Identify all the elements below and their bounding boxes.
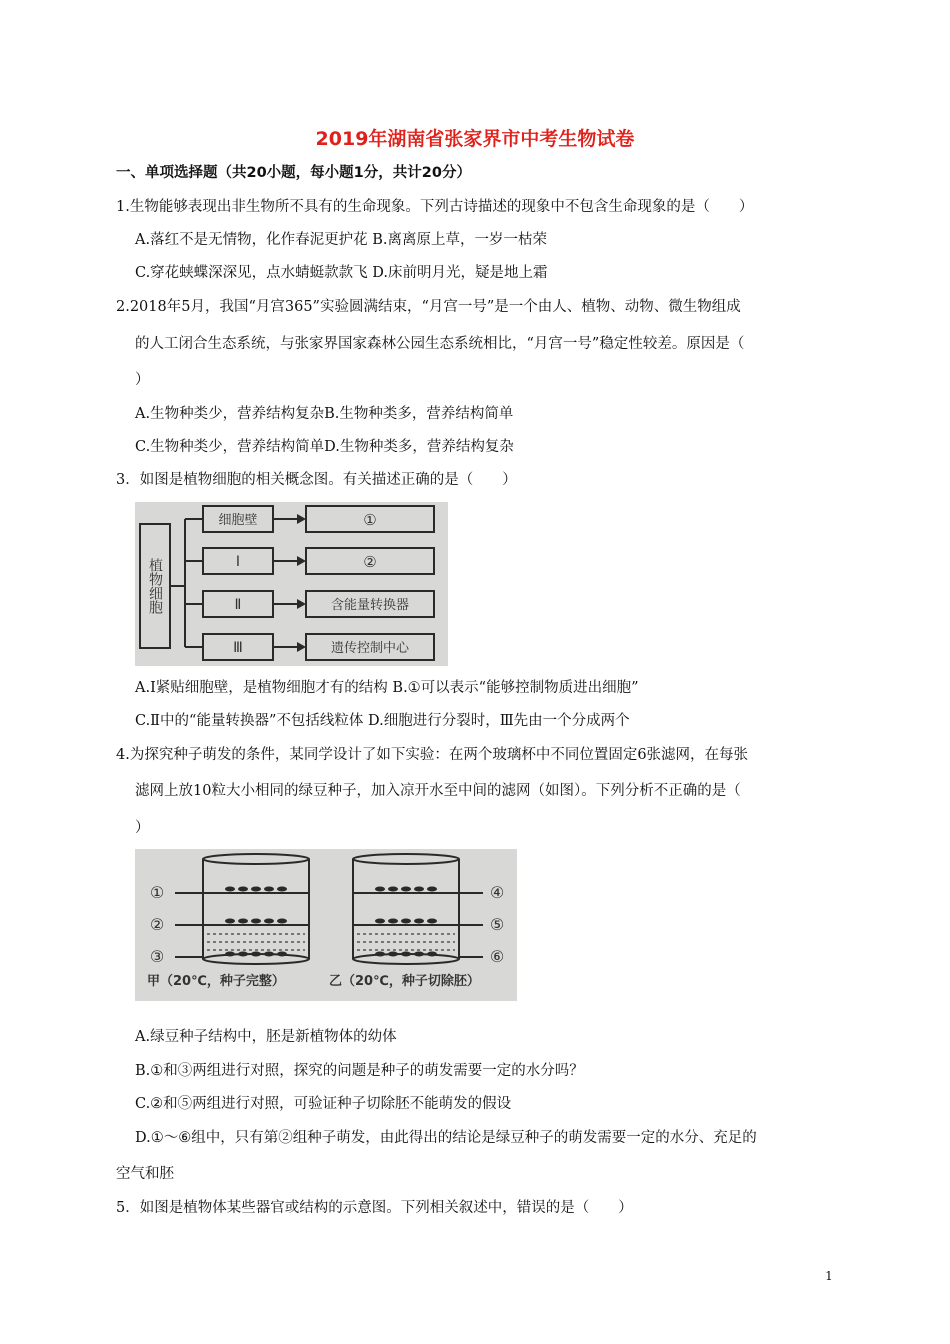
question-4-option-c: C.②和⑤两组进行对照，可验证种子切除胚不能萌发的假设 [135,1096,512,1112]
seed-germination-figure [135,849,517,1001]
exam-title: 2019年湖南省张家界市中考生物试卷 [315,128,635,150]
question-4-stem-line3: ） [135,820,150,836]
question-4-option-d-line2: 空气和胚 [116,1166,174,1182]
marker-1: ① [149,883,165,902]
question-3-options-cd: C.Ⅱ中的“能量转换器”不包括线粒体 D.细胞进行分裂时，Ⅲ先由一个分成两个 [135,713,630,729]
question-5-stem: 5．如图是植物体某些器官或结构的示意图。下列相关叙述中，错误的是（ ） [116,1200,633,1216]
question-2-stem-line2: 的人工闭合生态系统，与张家界国家森林公园生态系统相比，“月宫一号”稳定性较差。原因是（ [135,336,745,352]
question-4-stem-line1: 4.为探究种子萌发的条件，某同学设计了如下实验：在两个玻璃杯中不同位置固定6张滤网，在每张 [116,747,749,763]
section-heading: 一、单项选择题（共20小题，每小题1分，共计20分） [116,165,471,181]
question-2-options-ab: A.生物种类少，营养结构复杂B.生物种类多，营养结构简单 [135,406,514,422]
question-3-stem: 3．如图是植物细胞的相关概念图。有关描述正确的是（ ） [116,472,517,488]
marker-3: ③ [149,947,165,966]
question-1-options-cd: C.穿花蛱蝶深深见，点水蜻蜓款款飞 D.床前明月光，疑是地上霜 [135,265,548,281]
plant-cell-concept-map [135,502,448,666]
question-4-option-a: A.绿豆种子结构中，胚是新植物体的幼体 [135,1029,397,1045]
row3-left-label: Ⅱ [234,597,242,613]
row1-right-label: ① [363,511,377,529]
question-4-option-b: B.①和③两组进行对照，探究的问题是种子的萌发需要一定的水分吗？ [135,1063,584,1079]
row2-right-label: ② [363,553,377,571]
row2-left-label: Ⅰ [235,554,241,570]
question-1-stem: 1.生物能够表现出非生物所不具有的生命现象。下列古诗描述的现象中不包含生命现象的是（ ） [116,199,754,215]
question-1-options-ab: A.落红不是无情物，化作春泥更护花 B.离离原上草，一岁一枯荣 [135,232,547,248]
root-label: 植物细胞 [147,558,163,614]
marker-2: ② [149,915,165,934]
row3-right-label: 含能量转换器 [330,598,410,613]
caption-jia: 甲（20℃，种子完整） [147,974,285,989]
question-3-options-ab: A.Ⅰ紧贴细胞壁，是植物细胞才有的结构 B.①可以表示“能够控制物质进出细胞” [135,680,639,696]
page-number: 1 [825,1269,833,1283]
row4-left-label: Ⅲ [233,640,243,656]
marker-4: ④ [489,883,505,902]
caption-yi: 乙（20℃，种子切除胚） [329,974,480,989]
question-4-stem-line2: 滤网上放10粒大小相同的绿豆种子，加入凉开水至中间的滤网（如图）。下列分析不正确的是（ [135,783,741,799]
question-2-options-cd: C.生物种类少，营养结构简单D.生物种类多，营养结构复杂 [135,439,514,455]
row1-left-label: 细胞壁 [218,513,258,528]
row4-right-label: 遗传控制中心 [330,641,410,656]
marker-5: ⑤ [489,915,505,934]
marker-6: ⑥ [489,947,505,966]
question-2-stem-line3: ） [135,372,150,388]
question-4-option-d-line1: D.①～⑥组中，只有第②组种子萌发，由此得出的结论是绿豆种子的萌发需要一定的水分、充足的 [135,1130,757,1146]
question-2-stem-line1: 2.2018年5月，我国“月宫365”实验圆满结束，“月宫一号”是一个由人、植物、动物、微生物组成 [116,299,741,315]
